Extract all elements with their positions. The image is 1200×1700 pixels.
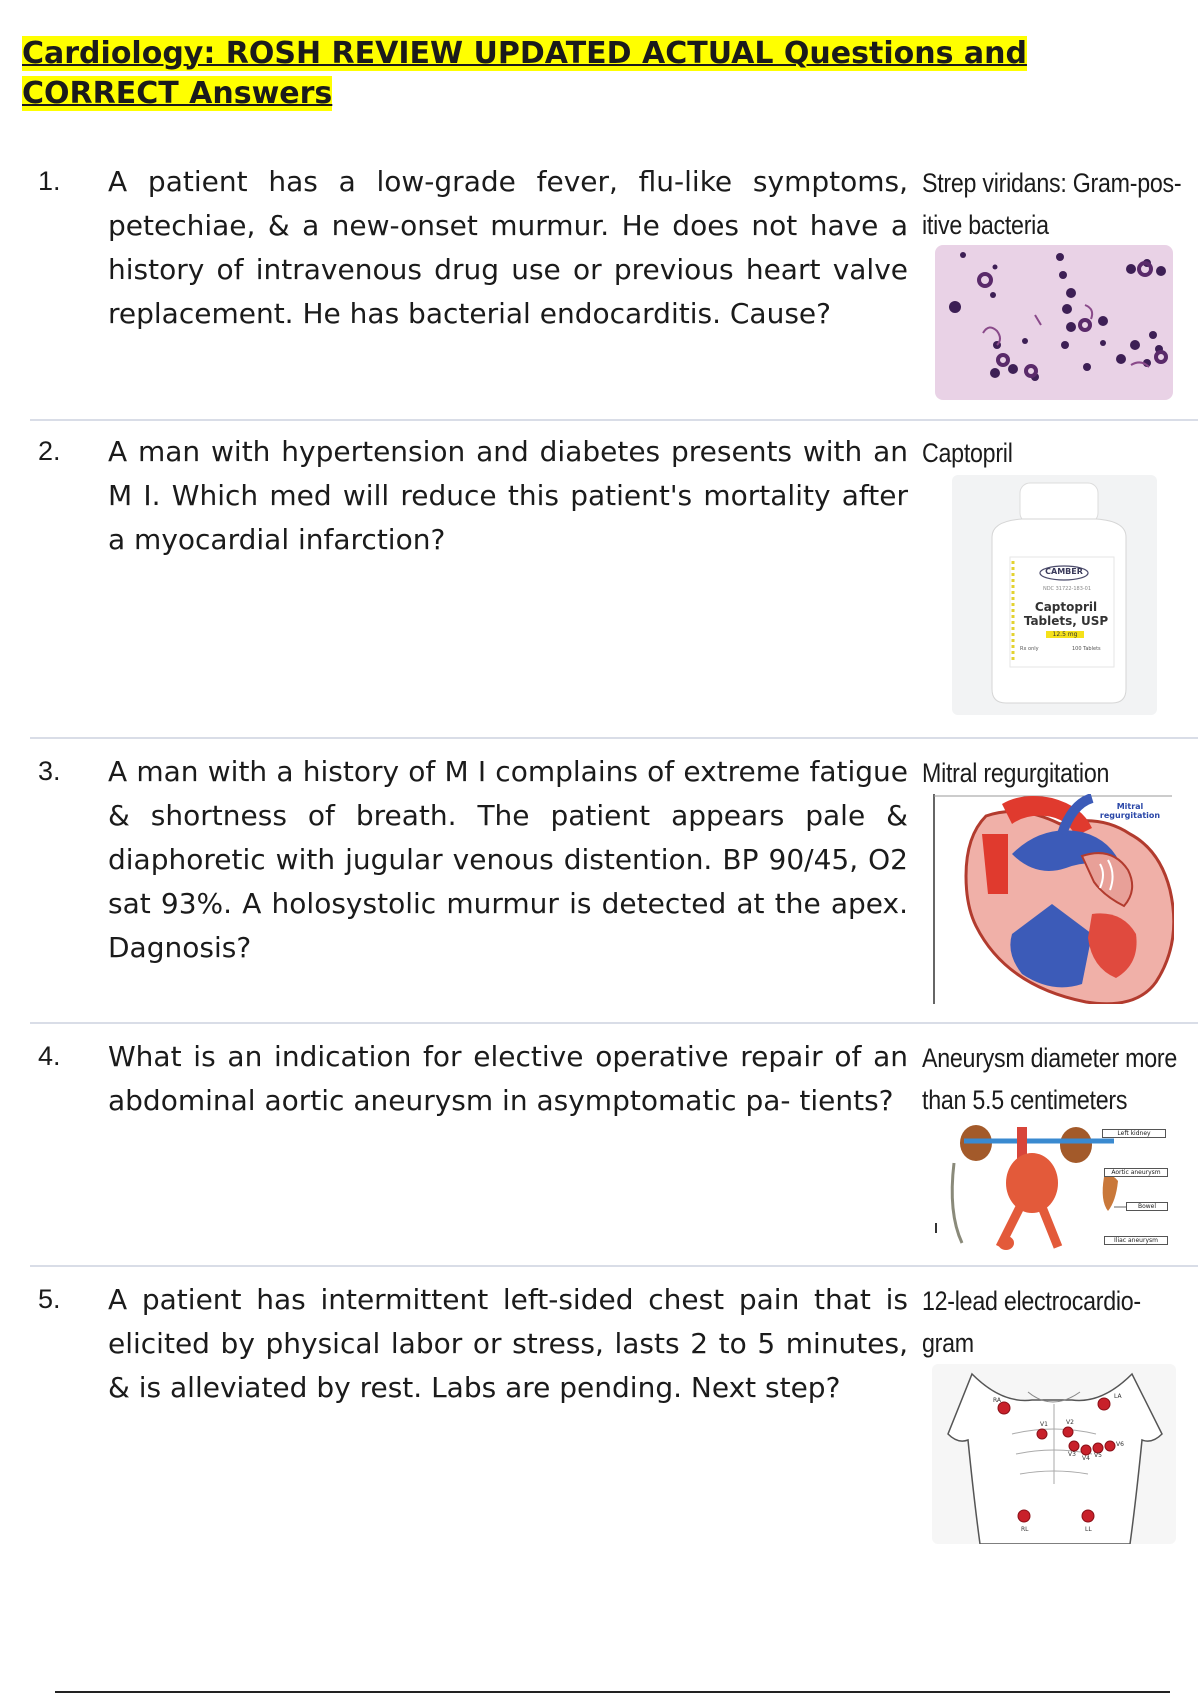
qa-item-4: [0, 1035, 1200, 1255]
answer-text: [922, 1037, 1178, 1121]
electrode-label: V2: [1066, 1419, 1074, 1426]
answer-line: itive bacteria: [922, 210, 1049, 240]
electrode-label: LA: [1114, 1393, 1122, 1400]
bottle-brand: CAMBER: [1045, 567, 1083, 576]
question-number: 1.: [38, 166, 61, 196]
bottle-count: 100 Tablets: [1072, 646, 1101, 652]
electrode-label: LL: [1085, 1526, 1092, 1533]
question-text: A patient has intermittent left-sided chest pain that is elicited by physical labor or stress, lasts 2 to 5 minutes, & is alleviated by rest. Labs are pending. Next step?: [108, 1283, 908, 1404]
captopril-bottle-image: [952, 475, 1157, 715]
gram-stain-micrograph: [935, 245, 1173, 400]
divider: [30, 1265, 1198, 1267]
question-number: 4.: [38, 1041, 61, 1071]
bottle-ndc: NDC 31722-183-01: [1042, 586, 1092, 592]
ecg-electrode-placement-diagram: [932, 1364, 1176, 1544]
bottle-name-line: Captopril: [1034, 600, 1098, 614]
qa-item-3: [0, 750, 1200, 1020]
answer-text: [922, 162, 1182, 246]
bottle-drug-name: [1018, 600, 1114, 628]
question-text: What is an indication for elective operative repair of an abdominal aortic aneurysm in asymptomatic pa- tients?: [108, 1040, 908, 1117]
figure-label-box: Aortic aneurysm: [1104, 1168, 1168, 1177]
answer-line: than 5.5 centimeters: [922, 1085, 1128, 1115]
qa-item-1: [0, 160, 1200, 410]
question-number: 5.: [38, 1284, 61, 1314]
figure-label: [1090, 802, 1170, 820]
electrode-label: V6: [1116, 1441, 1124, 1448]
electrode-label: V5: [1094, 1452, 1102, 1459]
page-title: [22, 34, 1182, 114]
answer-line: Captopril: [922, 438, 1013, 468]
answer-line: Mitral regurgitation: [922, 758, 1110, 788]
answer-text: [922, 1280, 1154, 1364]
bottle-rx-only: Rx only: [1020, 646, 1039, 652]
question-text: A man with hypertension and diabetes presents with an M I. Which med will reduce this patient's mortality after a myocardial infarction?: [108, 435, 908, 556]
electrode-label: V4: [1082, 1455, 1090, 1462]
electrode-label: V3: [1068, 1451, 1076, 1458]
bottle-strength: 12.5 mg: [1046, 631, 1084, 638]
answer-line: Aneurysm diameter more: [922, 1043, 1178, 1073]
answer-line: gram: [922, 1328, 974, 1358]
answer-text: [922, 752, 1154, 794]
figure-label-line: regurgitation: [1099, 811, 1161, 820]
answer-text: [922, 432, 1154, 474]
electrode-label: RL: [1021, 1526, 1029, 1533]
electrode-label: RA: [993, 1397, 1002, 1404]
page-title-text: Cardiology: ROSH REVIEW UPDATED ACTUAL Questions and CORRECT Answers: [22, 36, 1027, 111]
divider: [30, 1022, 1198, 1024]
divider: [30, 737, 1198, 739]
answer-line: Strep viridans: Gram-pos-: [922, 168, 1182, 198]
divider: [30, 419, 1198, 421]
footer-rule: [55, 1691, 1170, 1693]
qa-item-5: [0, 1278, 1200, 1558]
question-text: A man with a history of M I complains of extreme fatigue & shortness of breath. The patient appears pale & diaphoretic with jugular venous distention. BP 90/45, O2 sat 93%. A holosystolic murmur is detected at the apex. Dagnosis?: [108, 755, 908, 964]
qa-item-2: [0, 430, 1200, 730]
bottle-name-line: Tablets, USP: [1023, 614, 1109, 628]
question-text: A patient has a low-grade fever, flu-like symptoms, petechiae, & a new-onset murmur. He does not have a history of intravenous drug use or previous heart valve replacement. He has bacterial endocarditis. Cause?: [108, 165, 908, 330]
figure-label-box: Bowel: [1126, 1202, 1168, 1211]
mitral-regurgitation-heart-diagram: [932, 794, 1174, 1004]
answer-line: 12-lead electrocardio-: [922, 1286, 1141, 1316]
question-number: 3.: [38, 756, 61, 786]
figure-label-box: Iliac aneurysm: [1104, 1236, 1168, 1245]
question-number: 2.: [38, 436, 61, 466]
figure-label-line: Mitral: [1116, 802, 1144, 811]
electrode-label: V1: [1040, 1421, 1048, 1428]
figure-label-box: Left kidney: [1102, 1129, 1166, 1138]
aortic-aneurysm-diagram: [934, 1123, 1174, 1253]
